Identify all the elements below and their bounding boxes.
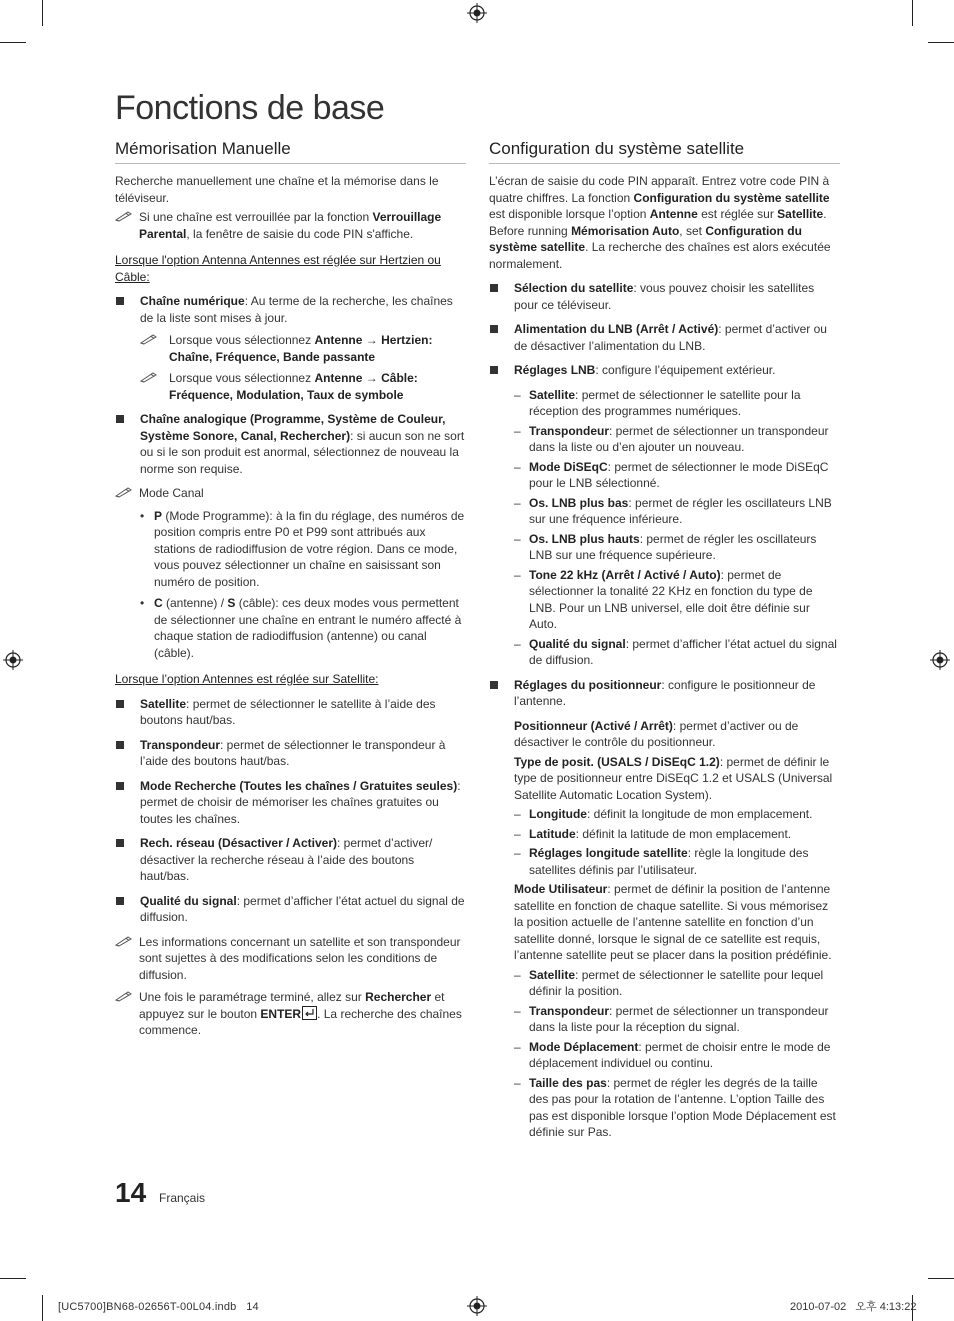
- list-item: Satellite: permet de sélectionner le satellite à l’aide des boutons haut/bas.: [115, 696, 466, 729]
- crop-mark: [912, 0, 913, 26]
- list-item: • P (Mode Programme): à la fin du réglage, des numéros de position compris entre P0 et P99 sont attribués aux stations de radiodiffusion de votre région. Dans ce mode, vous pouvez sélectionner un chaîne en saisissant son numéro de position.: [115, 508, 466, 591]
- note-pencil-icon: [115, 990, 133, 1007]
- note-pencil-icon: [140, 371, 158, 388]
- note: Lorsque vous sélectionnez Antenne → Câble: Fréquence, Modulation, Taux de symbole: [115, 370, 466, 403]
- left-column: [115, 138, 466, 1045]
- note: Les informations concernant un satellite et son transpondeur sont sujettes à des modifications selon les conditions de diffusion.: [115, 934, 466, 984]
- page-title: Fonctions de base: [115, 89, 385, 127]
- list-item: – Mode DiSEqC: permet de sélectionner le mode DiSEqC pour le LNB sélectionné.: [514, 459, 829, 490]
- note-pencil-icon: [115, 486, 133, 503]
- print-date: 2010-07-02 오후 4:13:22: [790, 1301, 917, 1313]
- list-item: – Satellite: permet de sélectionner le satellite pour lequel définir la position.: [514, 967, 824, 998]
- list-item: Qualité du signal: permet d’afficher l’état actuel du signal de diffusion.: [115, 893, 466, 926]
- list-item: Réglages LNB: configure l’équipement extérieur.: [489, 362, 840, 379]
- list-item: Mode Recherche (Toutes les chaînes / Gratuites seules): permet de choisir de mémoriser les chaînes gratuites ou toutes les chaînes.: [115, 778, 466, 828]
- list-item: – Satellite: permet de sélectionner le satellite pour la réception des programmes numériques.: [514, 387, 801, 418]
- note-pencil-icon: [115, 210, 133, 227]
- list-item: – Longitude: définit la longitude de mon emplacement.: [514, 807, 813, 821]
- section-heading-satellite-config: Configuration du système satellite: [489, 138, 840, 164]
- crop-mark: [928, 1278, 954, 1279]
- note: Mode Canal: [115, 485, 466, 502]
- crop-mark: [42, 0, 43, 26]
- list-item: Sélection du satellite: vous pouvez choisir les satellites pour ce téléviseur.: [489, 280, 840, 313]
- list-item: – Transpondeur: permet de sélectionner un transpondeur dans la liste ou d’en ajouter un nouveau.: [514, 423, 829, 454]
- list-item: Transpondeur: permet de sélectionner le transpondeur à l’aide des boutons haut/bas.: [115, 737, 466, 770]
- list-item: Rech. réseau (Désactiver / Activer): permet d’activer/ désactiver la recherche réseau à l’aide des boutons haut/bas.: [115, 835, 466, 885]
- list-item: • C (antenne) / S (câble): ces deux modes vous permettent de sélectionner une chaîne en entrant le numéro affecté à chaque station de radiodiffusion (antenne) ou canal (câble).: [115, 595, 466, 661]
- note: Lorsque vous sélectionnez Antenne → Hertzien: Chaîne, Fréquence, Bande passante: [115, 332, 466, 365]
- registration-mark-icon: [467, 3, 487, 23]
- note: Une fois le paramétrage terminé, allez sur Rechercher et appuyez sur le bouton ENTER . La recherche des chaînes commence.: [115, 989, 466, 1039]
- crop-mark: [0, 1278, 26, 1279]
- list-item: – Latitude: définit la latitude de mon emplacement.: [514, 826, 792, 841]
- intro-text: L’écran de saisie du code PIN apparaît. Entrez votre code PIN à quatre chiffres. La fonction Configuration du système satellite est disponible lorsque l’option Antenne est réglée sur Satellite. Before running Mémorisation Auto, set Configuration du système satellite. La recherche des chaînes est alors exécutée normalement.: [489, 174, 831, 271]
- section-heading-manual-store: Mémorisation Manuelle: [115, 138, 466, 164]
- note-pencil-icon: [115, 935, 133, 952]
- note: Si une chaîne est verrouillée par la fonction Verrouillage Parental, la fenêtre de saisie du code PIN s'affiche.: [115, 209, 466, 242]
- crop-mark: [0, 42, 26, 43]
- print-file-info: [UC5700]BN68-02656T-00L04.indb 14: [58, 1301, 259, 1313]
- registration-mark-icon: [3, 650, 23, 670]
- list-item: – Qualité du signal: permet d’afficher l’état actuel du signal de diffusion.: [514, 636, 837, 667]
- paragraph: Mode Utilisateur: permet de définir la position de l’antenne satellite en fonction de chaque satellite. Si vous mémorisez la position actuelle de l’antenne satellite en fonction d’un satellite donné, lorsque le signal de ce satellite est requis, l’antenne satellite peut se placer dans la position prédéfinie.: [514, 882, 832, 962]
- list-item: – Os. LNB plus bas: permet de régler les oscillateurs LNB sur une fréquence inférieure.: [514, 495, 832, 526]
- list-item: Alimentation du LNB (Arrêt / Activé): permet d’activer ou de désactiver l’alimentation du LNB.: [489, 321, 840, 354]
- page-language: Français: [159, 1191, 206, 1205]
- registration-mark-icon: [930, 650, 950, 670]
- list-item: Chaîne analogique (Programme, Système de Couleur, Système Sonore, Canal, Rechercher): si aucun son ne sort ou si le son produit est anormal, sélectionnez de nouveau la norme son requise.: [115, 411, 466, 477]
- subheading-terrestrial-cable: Lorsque l'option Antenna Antennes est réglée sur Hertzien ou Câble:: [115, 253, 441, 284]
- list-item: – Réglages longitude satellite: règle la longitude des satellites définis par l’utilisateur.: [514, 846, 809, 877]
- note-pencil-icon: [140, 333, 158, 350]
- subheading-satellite: Lorsque l’option Antennes est réglée sur Satellite:: [115, 672, 379, 686]
- page-number: 14: [115, 1177, 147, 1208]
- crop-mark: [42, 1295, 43, 1321]
- right-column: [489, 138, 840, 1144]
- list-item: – Taille des pas: permet de régler les degrés de la taille des pas pour la rotation de l’antenne. L’option Taille des pas est disponible lorsque l’option Mode Déplacement est définie sur Pas.: [514, 1075, 836, 1139]
- list-item: – Tone 22 kHz (Arrêt / Activé / Auto): permet de sélectionner la tonalité 22 KHz en fonction du type de LNB. Pour un LNB universel, elle doit être définie sur Auto.: [514, 567, 813, 631]
- crop-mark: [928, 42, 954, 43]
- paragraph: Positionneur (Activé / Arrêt): permet d’activer ou de désactiver le contrôle du positionneur.: [514, 718, 799, 749]
- list-item: – Transpondeur: permet de sélectionner un transpondeur dans la liste pour la réception du signal.: [514, 1003, 829, 1034]
- list-item: – Mode Déplacement: permet de choisir entre le mode de déplacement individuel ou continu.: [514, 1039, 831, 1070]
- paragraph: Type de posit. (USALS / DiSEqC 1.2): permet de définir le type de positionneur entre DiSEqC 1.2 et USALS (Universal Satellite Automatic Location System).: [514, 754, 833, 802]
- list-item: – Os. LNB plus hauts: permet de régler les oscillateurs LNB sur une fréquence supérieure.: [514, 531, 817, 562]
- list-item: Chaîne numérique: Au terme de la recherche, les chaînes de la liste sont mises à jour.: [115, 293, 466, 326]
- intro-text: Recherche manuellement une chaîne et la mémorise dans le téléviseur.: [115, 174, 439, 205]
- registration-mark-icon: [467, 1296, 487, 1316]
- list-item: Réglages du positionneur: configure le positionneur de l’antenne.: [489, 677, 840, 710]
- enter-icon: [302, 1006, 317, 1020]
